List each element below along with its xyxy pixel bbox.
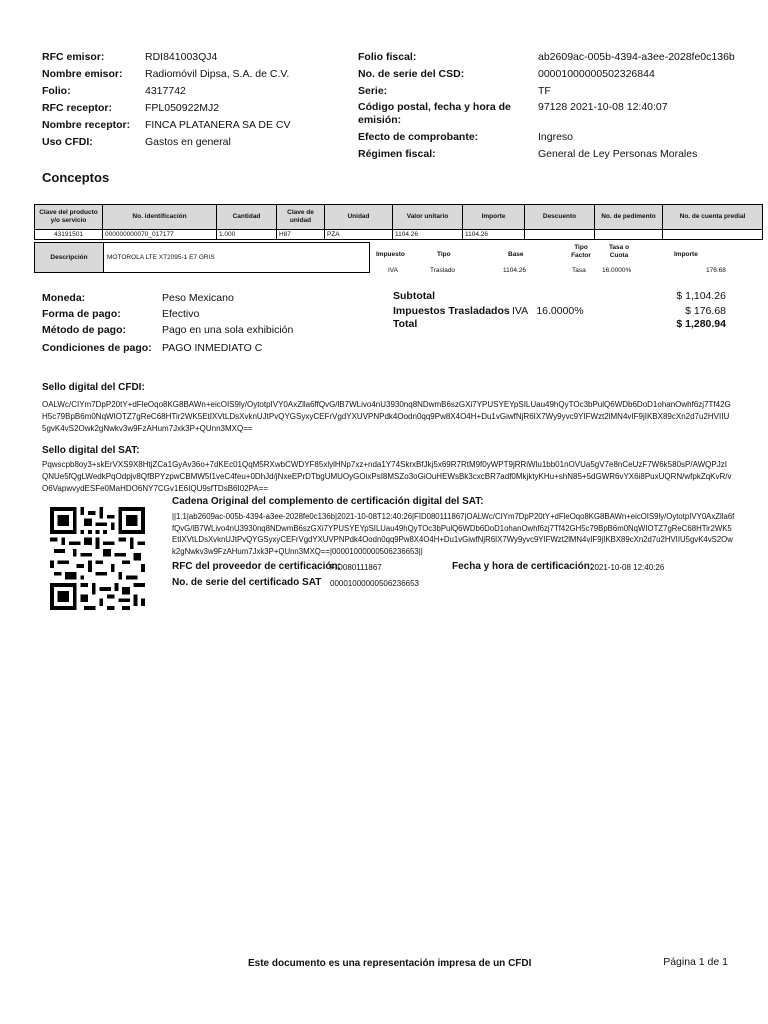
subtotal-value: $ 1,104.26 xyxy=(676,290,726,302)
col-header: No. de cuenta predial xyxy=(663,205,763,230)
tax-header: Importe xyxy=(674,251,698,258)
nombre-receptor-label: Nombre receptor: xyxy=(42,119,131,131)
folio-value: 4317742 xyxy=(145,85,186,97)
tax-cell: 16.0000% xyxy=(602,267,632,274)
tax-header: Impuesto xyxy=(376,251,405,258)
moneda-label: Moneda: xyxy=(42,292,86,304)
table-header-row xyxy=(35,205,763,230)
rfc-emisor-value: RDI841003QJ4 xyxy=(145,51,218,63)
conceptos-title: Conceptos xyxy=(42,170,110,185)
rfc-proveedor-value: FID080111867 xyxy=(330,563,382,572)
sello-cfdi-label: Sello digital del CFDI: xyxy=(42,382,145,393)
tax-cell: IVA xyxy=(388,267,398,274)
nombre-receptor-value: FINCA PLATANERA SA DE CV xyxy=(145,119,291,131)
tax-cell: 1104.26 xyxy=(503,267,527,274)
qr-code-icon xyxy=(50,506,145,611)
condiciones-pago-value: PAGO INMEDIATO C xyxy=(162,342,263,354)
serie-label: Serie: xyxy=(358,85,388,97)
descripcion-box xyxy=(34,242,370,273)
serie-value: TF xyxy=(538,85,551,97)
folio-label: Folio: xyxy=(42,85,71,97)
rfc-receptor-label: RFC receptor: xyxy=(42,102,113,114)
total-label: Total xyxy=(393,318,418,330)
table-cell: 1.000 xyxy=(217,230,277,240)
tax-header: Tasa o Cuota xyxy=(608,244,630,259)
table-cell: 000000000070_017177 xyxy=(103,230,217,240)
impuestos-detalle: IVA 16.0000% xyxy=(512,305,584,317)
folio-fiscal-label: Folio fiscal: xyxy=(358,51,417,63)
col-header: Clave de unidad xyxy=(277,205,325,230)
forma-pago-value: Efectivo xyxy=(162,308,200,320)
rfc-receptor-value: FPL050922MJ2 xyxy=(145,102,220,114)
table-cell xyxy=(663,230,763,240)
tax-cell: Tasa xyxy=(572,267,586,274)
serie-certificado-label: No. de serie del certificado SAT xyxy=(172,577,322,588)
subtotal-label: Subtotal xyxy=(393,290,435,302)
table-cell xyxy=(525,230,595,240)
tax-cell: Traslado xyxy=(430,267,456,274)
rfc-proveedor-label: RFC del proveedor de certificación: xyxy=(172,561,341,572)
impuestos-value: $ 176.68 xyxy=(685,305,726,317)
col-header: No. de pedimento xyxy=(595,205,663,230)
nombre-emisor-value: Radiomóvil Dipsa, S.A. de C.V. xyxy=(145,68,290,80)
efecto-label: Efecto de comprobante: xyxy=(358,131,479,143)
footer-text: Este documento es una representación impresa de un CFDI xyxy=(248,958,532,969)
col-header: No. identificación xyxy=(103,205,217,230)
col-header: Clave del producto y/o servicio xyxy=(35,205,103,230)
col-header: Cantidad xyxy=(217,205,277,230)
tax-header: Tipo xyxy=(437,251,451,258)
concepts-table xyxy=(34,204,763,240)
cadena-text: ||1.1|ab2609ac-005b-4394-a3ee-2028fe0c136b|2021-10-08T12:40:26|FID080111867|OALWc/CIYm7DpP20tY+dFleOqo8KG8BAWn+eicOIS9ly/OytotpIVY0AxZlla6ffQvG/lB7WLivo4nU3930nq8NDwmB6szGXi7YPUSYEYpSILUau49hQyTOc3bPulQ6WDb6DoD1ohanOwhf6zj7Tf42GH5c79BpB6m0NqWIOTZ7gReC68HTir2WK5EtIXVtLDsXvknUJtPvQYGSyxyCEFrVgdYXUVPNPdk4Oodn0qq9Pw8X4O4H+Du1vGiwfNjR6IX7Wy9yvc9YIFWzt2lMN4vIF9jIKBX89cXn2d7u2HVIIU5gvK4vS2Owk2gNwkv3w9FzAHum7Jxk3P+QUnn3MXQ==|00001000000506236653|| xyxy=(172,512,735,556)
regimen-value: General de Ley Personas Morales xyxy=(538,148,698,160)
cp-value: 97128 2021-10-08 12:40:07 xyxy=(538,101,668,113)
regimen-label: Régimen fiscal: xyxy=(358,148,436,160)
table-cell: 43191501 xyxy=(35,230,103,240)
descripcion-value: MOTOROLA LTE XT2095-1 E7 GRIS xyxy=(107,254,215,261)
uso-cfdi-label: Uso CFDI: xyxy=(42,136,93,148)
folio-fiscal-value: ab2609ac-005b-4394-a3ee-2028fe0c136b xyxy=(538,51,735,63)
descripcion-label: Descripción xyxy=(35,243,104,272)
metodo-pago-value: Pago en una sola exhibición xyxy=(162,324,294,336)
total-value: $ 1,280.94 xyxy=(676,318,726,330)
cadena-label: Cadena Original del complemento de certificación digital del SAT: xyxy=(172,496,484,507)
page-number: Página 1 de 1 xyxy=(663,956,728,968)
sello-cfdi-text: OALWc/CIYm7DpP20tY+dFleOqo8KG8BAWn+eicOIS9ly/OytotpIVY0AxZlla6ffQvG/lB7WLivo4nU3930nq8NDwmB6szGXi7YPUSYEYpSILUau49hQyTOc3bPulQ6WDb6DoD1ohanOwhf6zj7Tf42GH5c79BpB6m0NqWIOTZ7gReC68HTir2WK5EtIXVtLDsXvknUJtPvQYGSyxyCEFrVgdYXUVPNPdk4Oodn0qq9Pw8X4O4H+Du1vGiwfNjR6IX7Wy9yvc9YIFWzt2lMN4vIF9jIKBX89cXn2d7u2HVIIU5gvK4vS2Owk2gNwkv3w9FzAHum7Jxk3P+QUnn3MXQ== xyxy=(42,400,731,433)
serie-certificado-value: 00001000000506236653 xyxy=(330,579,419,588)
tax-header: Tipo Factor xyxy=(571,244,591,259)
cp-label-line1: Código postal, fecha y hora de xyxy=(358,101,511,113)
serie-csd-value: 00001000000502326844 xyxy=(538,68,655,80)
table-cell: 1104.26 xyxy=(393,230,463,240)
sello-sat-label: Sello digital del SAT: xyxy=(42,445,140,456)
col-header: Descuento xyxy=(525,205,595,230)
table-row xyxy=(35,230,763,240)
fecha-certificacion-value: 2021-10-08 12:40:26 xyxy=(590,563,665,572)
table-cell: H87 xyxy=(277,230,325,240)
table-cell: 1104.26 xyxy=(463,230,525,240)
col-header: Importe xyxy=(463,205,525,230)
tax-cell: 176.68 xyxy=(706,267,726,274)
nombre-emisor-label: Nombre emisor: xyxy=(42,68,123,80)
forma-pago-label: Forma de pago: xyxy=(42,308,121,320)
moneda-value: Peso Mexicano xyxy=(162,292,234,304)
col-header: Unidad xyxy=(325,205,393,230)
fecha-certificacion-label: Fecha y hora de certificación: xyxy=(452,561,594,572)
condiciones-pago-label: Condiciones de pago: xyxy=(42,342,152,354)
col-header: Valor unitario xyxy=(393,205,463,230)
rfc-emisor-label: RFC emisor: xyxy=(42,51,105,63)
cp-label-line2: emisión: xyxy=(358,114,402,126)
serie-csd-label: No. de serie del CSD: xyxy=(358,68,465,80)
sello-sat-text: Pqwscpb8oy3+skErVXS9X8HtjZCa1GyAv36o+7dKEc01QqM5RXwbCWDYF85xlylHNp7xz+nda1Y74SkrxBfJkj5x69R7RtM9f0yWPT9jRRiWlu1bb01nOVUa5gV7e8nCeUzF7W6k580sP/AWQPJzIQNUe5fQgLWedkPqOdpjv8QfBPYzpwCBMW5I1veC4feu+0DhJd/jNxeEPrDTbgUMUOyGOixPsI8MSZo3oGiOuHEWsBk3cxcBR7adf0MkjktyKHu+shN85+5dGWR6vYX6i8PuxUQRN/wfpkZqKvR/vO6VapwvydESFe0MaHDO6NY7CGv1E6IQU9sfTDsB6I02PA== xyxy=(42,460,732,493)
impuestos-label: Impuestos Trasladados xyxy=(393,305,510,317)
efecto-value: Ingreso xyxy=(538,131,574,143)
table-cell: PZA xyxy=(325,230,393,240)
table-cell xyxy=(595,230,663,240)
metodo-pago-label: Método de pago: xyxy=(42,324,126,336)
uso-cfdi-value: Gastos en general xyxy=(145,136,231,148)
tax-header: Base xyxy=(508,251,524,258)
